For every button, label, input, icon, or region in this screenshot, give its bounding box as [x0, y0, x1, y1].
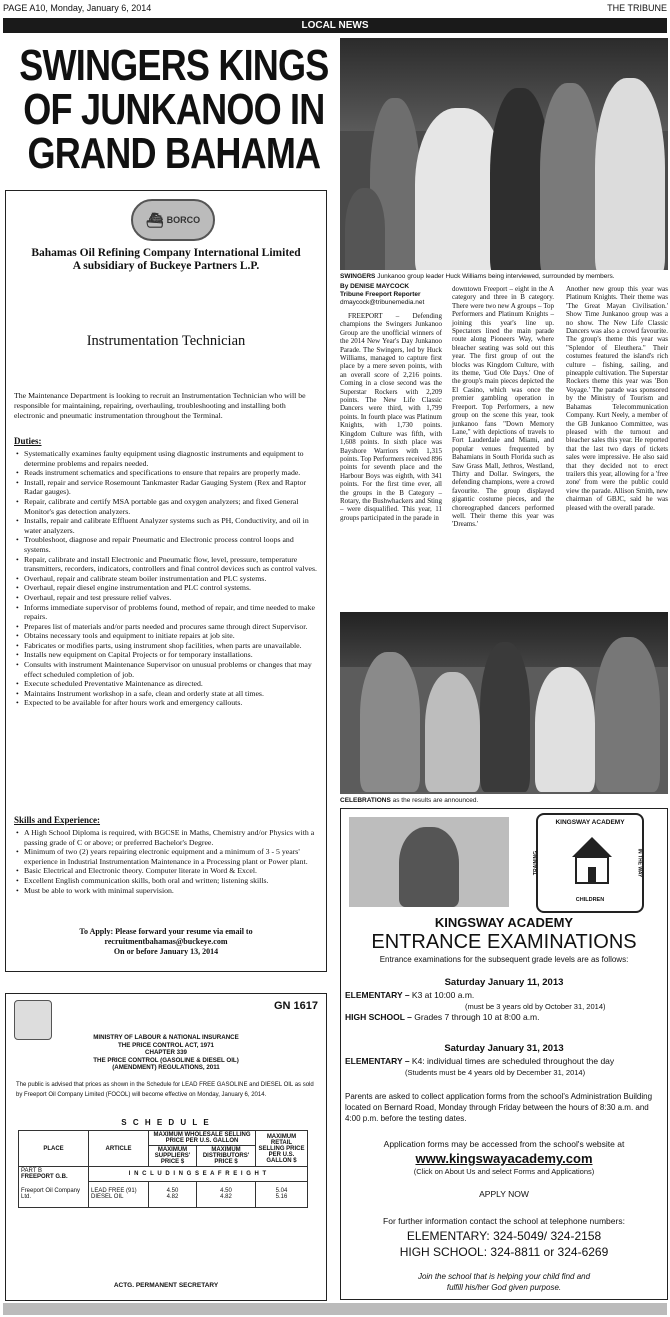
list-item: • A High School Diploma is required, with BGCSE in Maths, Chemistry and/or Physics with a passing grade of C or above; or preferred Bachelor's Degree.	[14, 828, 318, 847]
byline: By DENISE MAYCOCK Tribune Freeport Reporter dmaycock@tribunemedia.net	[340, 283, 442, 307]
company-name: Bahamas Oil Refining Company International Limited	[31, 247, 301, 259]
schedule-heading: S C H E D U L E	[121, 1118, 211, 1127]
list-item: • Overhaul, repair and calibrate steam boiler instrumentation and PLC systems.	[14, 574, 318, 584]
ministry-line: MINISTRY OF LABOUR & NATIONAL INSURANCE	[93, 1034, 239, 1041]
col-place: PLACE	[19, 1131, 89, 1167]
list-item: • Obtains necessary tools and equipment to initiate repairs at job site.	[14, 631, 318, 641]
company-cell: Freeport Oil Company Ltd.	[19, 1181, 89, 1207]
col-suppliers: MAXIMUM SUPPLIERS' PRICE $	[149, 1146, 197, 1167]
ministry-line: THE PRICE CONTROL (GASOLINE & DIESEL OIL)	[93, 1056, 239, 1064]
skills-heading: Skills and Experience:	[14, 815, 101, 825]
col-wholesale: MAXIMUM WHOLESALE SELLING PRICE PER U.S. GALLON	[149, 1131, 256, 1146]
government-notice	[5, 993, 327, 1301]
exam-title: ENTRANCE EXAMINATIONS	[371, 931, 637, 953]
exam-note: (must be 3 years old by October 31, 2014)	[465, 1002, 606, 1011]
exam-elementary-k3: ELEMENTARY – K3 at 10:00 a.m.	[345, 990, 475, 1000]
photo-celebrations	[340, 612, 668, 794]
contact-info: For further information contact the school at telephone numbers:	[383, 1216, 625, 1226]
photo-caption: CELEBRATIONS as the results are announced.	[340, 797, 479, 804]
list-item: • Systematically examines faulty equipment using diagnostic instruments and equipment to determine problems and repairs needed.	[14, 449, 318, 468]
duties-heading: Duties:	[14, 436, 42, 446]
crest-top-text: KINGSWAY ACADEMY	[555, 819, 625, 826]
list-item: • Expected to be available for after hours work and emergency callouts.	[14, 698, 318, 708]
headline-line: GRAND BAHAMA	[27, 129, 321, 178]
list-item: • Fabricates or modifies parts, using instrument shop facilities, when parts are unavailable.	[14, 641, 318, 651]
schedule-table	[18, 1130, 308, 1208]
forms-info: Application forms may be accessed from the school's website at	[383, 1139, 625, 1149]
ship-icon: ⛴	[145, 211, 164, 228]
list-item: • Consults with instrument Maintenance Supervisor on unusual problems or changes that may effect scheduled completion of job.	[14, 660, 318, 679]
borco-job-ad	[5, 190, 327, 972]
list-item: • Informs immediate supervisor of problems found, method of repair, and time needed to make repairs.	[14, 603, 318, 622]
list-item: • Installs, repair and calibrate Effluent Analyzer systems such as PH, Conductivity, and oil in water analyzers.	[14, 516, 318, 535]
list-item: • Reads instrument schematics and specifications to ensure that repairs are properly made.	[14, 468, 318, 478]
notice-text: The public is advised that prices as shown in the Schedule for LEAD FREE GASOLINE and DIESEL OIL as sold by Freeport Oil Company Limited (FOCOL) will become effective on Monday, January 6, 2014.	[16, 1082, 314, 1098]
list-item: • Basic Electrical and Electronic theory. Computer literate in Word & Excel.	[14, 866, 318, 876]
article-cell: LEAD FREE (91) DIESEL OIL	[89, 1181, 149, 1207]
list-item: • Troubleshoot, diagnose and repair Pneumatic and Electronic process control loops and systems.	[14, 535, 318, 554]
ministry-line: CHAPTER 339	[145, 1049, 187, 1056]
job-title: Instrumentation Technician	[86, 333, 246, 349]
exam-date-2: Saturday January 31, 2013	[444, 1043, 564, 1054]
tagline: Join the school that is helping your child find and fulfill his/her God given purpose.	[417, 1272, 591, 1292]
list-item: • Overhaul, repair diesel engine instrumentation and PLC control systems.	[14, 583, 318, 593]
byline-email[interactable]: dmaycock@tribunemedia.net	[340, 299, 425, 306]
photo-caption: SWINGERS Junkanoo group leader Huck Williams being interviewed, surrounded by members.	[340, 273, 615, 280]
company-subsidiary: A subsidiary of Buckeye Partners L.P.	[72, 260, 260, 272]
exam-date-1: Saturday January 11, 2013	[444, 977, 564, 988]
apply-deadline: On or before January 13, 2014	[113, 947, 219, 956]
high-school-phone: HIGH SCHOOL: 324-8811 or 324-6269	[399, 1245, 609, 1259]
suppliers-cell: 4.50 4.82	[149, 1181, 197, 1207]
notice-number: GN 1617	[273, 1000, 318, 1012]
list-item: • Overhaul, repair and test pressure relief valves.	[14, 593, 318, 603]
col-article: ARTICLE	[89, 1131, 149, 1167]
ministry-line: THE PRICE CONTROL ACT, 1971	[118, 1041, 214, 1049]
list-item: • Excellent English communication skills, both oral and written; listening skills.	[14, 876, 318, 886]
school-name: KINGSWAY ACADEMY	[434, 915, 574, 930]
section-band: LOCAL NEWS	[3, 18, 667, 33]
bottom-rule	[3, 1303, 667, 1315]
list-item: • Must be able to work with minimal supervision.	[14, 886, 318, 896]
article-column-2: downtown Freeport – eight in the A category and three in B category. There were two new A groups – Top Performers and Platinum Knights – joining this year's line up. Spectators lined the main parade route along Pioneers Way, where bleacher seating was sold out this year. The first group of out the blocks was Kingdom Culture, with its theme, 'Gud Ole Days.' One of the group's main pieces depicted the El Casino, which was once the premier gambling operation in Freeport. Top Performers, a new group on the scene this year, took junkanoo fans "Down Memory Lane," with depictions of travels to Fort Lauderdale and Miami, and popular venues frequented by Bahamians in South Florida such as Saw Grass Mall, Jethros, Westland, Thirty and Dollar. Swingers, the defending champions, were a crowd favourite. The group displayed gigantic costume pieces, and the choreographed dancers performed well. Their theme this year was 'Dreams.'	[452, 285, 554, 529]
freight-note: I N C L U D I N G S E A F R E I G H T	[89, 1167, 308, 1182]
retail-cell: 5.04 5.16	[255, 1181, 307, 1207]
coat-of-arms-icon	[14, 1000, 52, 1040]
exam-intro: Entrance examinations for the subsequent grade levels are as follows:	[379, 955, 629, 964]
photo-swingers	[340, 38, 668, 270]
website-hint: (Click on About Us and select Forms and Applications)	[413, 1167, 595, 1176]
borco-logo: ⛴ BORCO	[131, 199, 215, 241]
kingsway-ad	[340, 808, 668, 1300]
school-website[interactable]: www.kingswayacademy.com	[415, 1151, 593, 1166]
elementary-phone: ELEMENTARY: 324-5049/ 324-2158	[406, 1229, 602, 1243]
col-distributors: MAXIMUM DISTRIBUTORS' PRICE $	[197, 1146, 256, 1167]
list-item: • Minimum of two (2) years repairing electronic equipment and a minimum of 3 - 5 years' experience in Industrial Instrumentation Maintenance in a Processing plant or Power plant.	[14, 847, 318, 866]
page-folio: PAGE A10, Monday, January 6, 2014	[3, 3, 152, 13]
exam-high-school: HIGH SCHOOL – Grades 7 through 10 at 8:00 a.m.	[345, 1012, 540, 1022]
article-column-1: FREEPORT – Defending champions the Swingers Junkanoo Group are the unofficial winners of the 2014 New Year's Day Junkanoo Parade. The Swingers, led by Huck Williams, managed to capture first place by a mere seven points, with an overall score of 2,216 points. Coming in a close second was the Superstar Rockers with 2,209 points. The New Life Classic Dancers were third, with 1,799 points. In fourth place was Platinum Knights, with 1,730 points. Kingdom Culture was fifth, with 1,608 points. In sixth place was Bayshore Warriors with 1,315 points. Top Performers received 896 points for seventh place and the Harbour Boys was eighth, with 341 points. For the first time ever, all the groups in the B Category – Rotary, the Bushwhackers and Sting – were disqualified. This year, 11 groups participated in the parade in	[340, 312, 442, 522]
apply-email[interactable]: recruitmentbahamas@buckeye.com	[104, 937, 228, 946]
signature-line: ACTG. PERMANENT SECRETARY	[113, 1282, 219, 1289]
list-item: • Prepares list of materials and/or parts needed and procures same through direct Supervisor.	[14, 622, 318, 632]
story-headline	[14, 41, 334, 178]
list-item: • Installs new equipment on Capital Projects or for temporary installations.	[14, 650, 318, 660]
kingsway-crest	[533, 813, 644, 913]
list-item: • Repair, calibrate and install Electronic and Pneumatic flow, level, pressure, temperature transmitters, recorders, indicators, controllers and final control devices such as control valves.	[14, 555, 318, 574]
crest-bottom-text: CHILDREN	[575, 897, 605, 903]
publication-name: THE TRIBUNE	[607, 3, 667, 13]
exam-note: (Students must be 4 years old by December 31, 2014)	[405, 1068, 586, 1077]
list-item: • Install, repair and service Rosemount Tankmaster Radar Gauging System (Rex and Raptor Radar gauges).	[14, 478, 318, 497]
ministry-line: (AMENDMENT) REGULATIONS, 2011	[112, 1064, 220, 1071]
distributors-cell: 4.50 4.82	[197, 1181, 256, 1207]
exam-elementary-k4: ELEMENTARY – K4: individual times are scheduled throughout the day	[345, 1056, 615, 1066]
crest-right-text: IN THE WAY	[636, 848, 643, 878]
crest-left-text: TRAINING	[533, 850, 540, 876]
article-column-3: Another new group this year was Platinum Knights. Their theme was 'The Great Mayan Civilisation.' Show Time Junkanoo group was a no show. The New Life Classic Dancers was also a crowd favourite. The group's theme this year was "Splendor of Eleuthera." Their costumes featured the island's rich culture – fishing, sailing, and pineapple cultivation. The Superstar Rockers theme this year was 'Bon Voyage.' The parade was sponsored by the Ministry of Tourism and Bahamas Telecommunication Company. Kurt Neely, a member of the GB Junkanoo Committee, was pleased with the turnout and bleacher sales this year. He reported that the last two days of tickets sales were impressive. He also said that they decided not to erect trailers this year, allowing for a 'free zone' from were the public could view the parade. Allison Smith, new chairman of GBJC, said he was pleased with the overall parade.	[566, 285, 668, 512]
part-label: PART B	[21, 1168, 43, 1174]
skills-list	[14, 828, 318, 895]
apply-now: APPLY NOW	[479, 1189, 529, 1199]
list-item: • Maintains Instrument workshop in a safe, clean and orderly state at all times.	[14, 689, 318, 699]
place-label: FREEPORT G.B.	[21, 1174, 68, 1180]
headline-line: SWINGERS KINGS	[19, 41, 329, 90]
list-item: • Execute scheduled Preventative Maintenance as directed.	[14, 679, 318, 689]
job-intro: The Maintenance Department is looking to recruit an Instrumentation Technician who will be responsible for maintaining, repairing, overhauling, troubleshooting and installing both electronic and pneumatic instrumentation throughout the Terminal.	[14, 391, 306, 420]
apply-instruction: To Apply: Please forward your resume via email to	[79, 927, 253, 936]
school-building-icon	[568, 835, 616, 885]
student-photo	[349, 817, 509, 907]
parents-info: Parents are asked to collect application forms from the school's Administration Building located on Bernard Road, Monday through Friday between the hours of 8:30 a.m. and 4:00 p.m. before the testing dates.	[345, 1092, 653, 1123]
headline-line: OF JUNKANOO IN	[23, 85, 325, 134]
col-retail: MAXIMUM RETAIL SELLING PRICE PER U.S. GALLON $	[255, 1131, 307, 1167]
list-item: • Repair, calibrate and certify MSA portable gas and oxygen analyzers; and fixed General Monitor's gas detection analyzers.	[14, 497, 318, 516]
page-header	[3, 1, 667, 15]
duties-list	[14, 449, 318, 708]
